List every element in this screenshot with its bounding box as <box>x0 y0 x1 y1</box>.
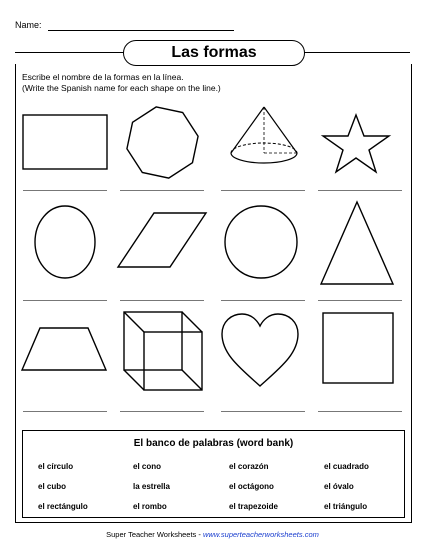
instructions-line-2: (Write the Spanish name for each shape on the line.) <box>22 83 221 93</box>
title-rule-left <box>15 52 125 53</box>
word-bank-item: el cubo <box>38 482 67 491</box>
page-title-text: Las formas <box>171 44 257 61</box>
cube-icon <box>120 308 208 396</box>
word-bank-item: el cuadrado <box>324 462 369 471</box>
answer-line[interactable] <box>23 190 107 191</box>
word-bank-item: el rectángulo <box>38 502 88 511</box>
answer-line[interactable] <box>318 411 402 412</box>
footer-separator: - <box>196 530 203 539</box>
word-bank-item: el corazón <box>229 462 269 471</box>
word-bank-item: el trapezoide <box>229 502 278 511</box>
instructions-line-1: Escribe el nombre de la formas en la línea. <box>22 72 184 82</box>
oval-icon <box>30 202 100 282</box>
heart-icon <box>218 310 302 390</box>
octagon-icon <box>125 105 200 180</box>
circle-icon <box>221 202 301 282</box>
answer-line[interactable] <box>120 411 204 412</box>
name-label: Name: <box>15 20 42 30</box>
word-bank-item: el triángulo <box>324 502 368 511</box>
rhombus-icon <box>114 209 210 271</box>
word-bank-item: el octágono <box>229 482 274 491</box>
square-icon <box>320 310 396 386</box>
word-bank-title: El banco de palabras (word bank) <box>133 438 294 449</box>
answer-line[interactable] <box>23 411 107 412</box>
answer-line[interactable] <box>120 190 204 191</box>
cone-icon <box>226 105 302 167</box>
word-bank-item: el círculo <box>38 462 74 471</box>
footer <box>0 530 425 539</box>
rectangle-icon <box>20 112 110 172</box>
answer-line[interactable] <box>221 411 305 412</box>
star-icon <box>318 112 394 174</box>
title-rule-right <box>302 52 410 53</box>
word-bank-item: el óvalo <box>324 482 354 491</box>
triangle-icon <box>317 198 397 288</box>
answer-line[interactable] <box>318 300 402 301</box>
page-title <box>123 40 305 66</box>
answer-line[interactable] <box>318 190 402 191</box>
trapezoid-icon <box>18 324 110 374</box>
word-bank-item: el cono <box>133 462 162 471</box>
word-bank-item: el rombo <box>133 502 167 511</box>
footer-brand: Super Teacher Worksheets <box>106 530 197 539</box>
footer-link[interactable]: www.superteacherworksheets.com <box>202 530 319 539</box>
name-field[interactable] <box>48 30 234 31</box>
word-bank-item: la estrella <box>133 482 170 491</box>
answer-line[interactable] <box>120 300 204 301</box>
word-bank <box>22 430 405 518</box>
answer-line[interactable] <box>221 300 305 301</box>
instructions <box>22 72 221 94</box>
answer-line[interactable] <box>23 300 107 301</box>
answer-line[interactable] <box>221 190 305 191</box>
